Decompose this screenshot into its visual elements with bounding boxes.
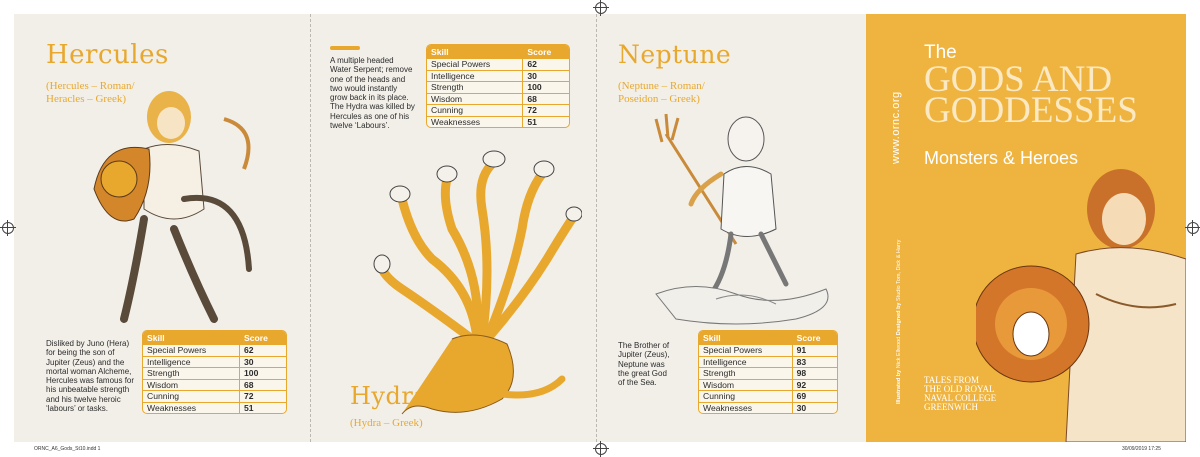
skill-score: 83 xyxy=(792,356,837,368)
hercules-illustration xyxy=(74,79,274,329)
skill-score: 51 xyxy=(239,402,286,414)
hydra-stats-table xyxy=(426,44,570,128)
skill-name: Strength xyxy=(427,81,522,93)
cover-tales: TALES FROM THE OLD ROYAL NAVAL COLLEGE GREENWICH xyxy=(924,375,997,412)
registration-mark xyxy=(1187,222,1199,234)
brochure-spread xyxy=(14,14,1186,442)
skill-name: Wisdom xyxy=(699,379,792,391)
skill-score: 62 xyxy=(239,344,286,356)
skill-header: Skill xyxy=(427,45,522,58)
skill-name: Special Powers xyxy=(699,344,792,356)
illustration-credit xyxy=(896,240,902,404)
skill-name: Intelligence xyxy=(427,70,522,82)
cover-hercules-illustration xyxy=(976,164,1186,442)
stats-row xyxy=(427,104,569,116)
neptune-description: The Brother of Jupiter (Zeus), Neptune was the great God of the Sea. xyxy=(618,341,670,388)
hydra-description: A multiple headed Water Serpent; remove one of the heads and two would instantly grow back in its place. The Hydra was killed by Hercules as one of his twelve ‘Labours’. xyxy=(330,56,415,131)
skill-score: 100 xyxy=(239,367,286,379)
stats-row xyxy=(427,116,569,128)
stats-row xyxy=(699,344,837,356)
stats-header-row xyxy=(427,45,569,58)
hydra-title: Hydra xyxy=(350,382,429,410)
stats-row xyxy=(699,367,837,379)
skill-score: 68 xyxy=(522,93,569,105)
stats-row xyxy=(143,367,286,379)
skill-score: 98 xyxy=(792,367,837,379)
registration-mark xyxy=(2,222,14,234)
cover-panel xyxy=(866,14,1186,442)
stats-row xyxy=(427,70,569,82)
stats-row xyxy=(143,379,286,391)
hercules-subtitle: (Hercules – Roman/ Heracles – Greek) xyxy=(46,80,135,105)
stats-header-row xyxy=(699,331,837,344)
score-header: Score xyxy=(522,45,569,58)
hercules-title: Hercules xyxy=(46,40,169,70)
neptune-panel xyxy=(596,14,866,442)
credit-designer: Studio Tom, Dick & Harry xyxy=(896,239,902,301)
skill-name: Cunning xyxy=(427,104,522,116)
skill-name: Weaknesses xyxy=(427,116,522,128)
stats-row xyxy=(699,356,837,368)
skill-score: 92 xyxy=(792,379,837,391)
stats-row xyxy=(143,390,286,402)
neptune-title: Neptune xyxy=(618,40,732,69)
skill-score: 72 xyxy=(239,390,286,402)
slug-filename: ORNC_A6_Gods_St10.indd 1 xyxy=(34,446,101,452)
skill-name: Weaknesses xyxy=(143,402,239,414)
skill-header: Skill xyxy=(143,331,239,344)
skill-name: Wisdom xyxy=(143,379,239,391)
stats-row xyxy=(699,402,837,414)
skill-name: Intelligence xyxy=(143,356,239,368)
website-url: www.ornc.org xyxy=(890,91,902,164)
skill-score: 72 xyxy=(522,104,569,116)
stats-row xyxy=(143,402,286,414)
cover-the: The xyxy=(924,42,957,63)
skill-score: 30 xyxy=(792,402,837,414)
stats-row xyxy=(143,344,286,356)
cover-title: GODS AND GODDESSES xyxy=(924,59,1138,131)
skill-score: 91 xyxy=(792,344,837,356)
registration-mark xyxy=(595,2,607,14)
hydra-panel xyxy=(310,14,596,442)
skill-name: Weaknesses xyxy=(699,402,792,414)
stats-row xyxy=(427,93,569,105)
skill-score: 30 xyxy=(239,356,286,368)
skill-score: 62 xyxy=(522,58,569,70)
neptune-subtitle: (Neptune – Roman/ Poseidon – Greek) xyxy=(618,80,705,105)
neptune-illustration xyxy=(616,94,856,329)
skill-name: Strength xyxy=(143,367,239,379)
hydra-subtitle: (Hydra – Greek) xyxy=(350,417,423,429)
skill-name: Special Powers xyxy=(143,344,239,356)
score-header: Score xyxy=(792,331,837,344)
skill-name: Special Powers xyxy=(427,58,522,70)
stats-row xyxy=(699,379,837,391)
stats-row xyxy=(427,58,569,70)
stats-header-row xyxy=(143,331,286,344)
skill-name: Wisdom xyxy=(427,93,522,105)
credit-designed-label: Designed by xyxy=(896,302,902,336)
slug-timestamp: 30/09/2019 17:25 xyxy=(1122,446,1161,452)
skill-header: Skill xyxy=(699,331,792,344)
hercules-description: Disliked by Juno (Hera) for being the son of Jupiter (Zeus) and the mortal woman Alcheme, Hercules was famous for his unbeatable strength and his twelve heroic ‘labours’ or tasks. xyxy=(46,339,135,414)
skill-name: Intelligence xyxy=(699,356,792,368)
skill-score: 69 xyxy=(792,390,837,402)
neptune-stats-table xyxy=(698,330,838,414)
skill-score: 51 xyxy=(522,116,569,128)
accent-dash xyxy=(330,46,360,50)
stats-row xyxy=(143,356,286,368)
hercules-panel xyxy=(14,14,310,442)
skill-score: 68 xyxy=(239,379,286,391)
skill-name: Cunning xyxy=(699,390,792,402)
skill-score: 100 xyxy=(522,81,569,93)
credit-illustrated-label: Illustrated by xyxy=(896,369,902,404)
skill-score: 30 xyxy=(522,70,569,82)
registration-mark xyxy=(595,443,607,455)
skill-name: Strength xyxy=(699,367,792,379)
cover-subtitle: Monsters & Heroes xyxy=(924,148,1079,168)
hercules-stats-table xyxy=(142,330,287,414)
skill-name: Cunning xyxy=(143,390,239,402)
stats-row xyxy=(699,390,837,402)
stats-row xyxy=(427,81,569,93)
score-header: Score xyxy=(239,331,286,344)
credit-illustrator: Nick Ellwood xyxy=(896,336,902,369)
